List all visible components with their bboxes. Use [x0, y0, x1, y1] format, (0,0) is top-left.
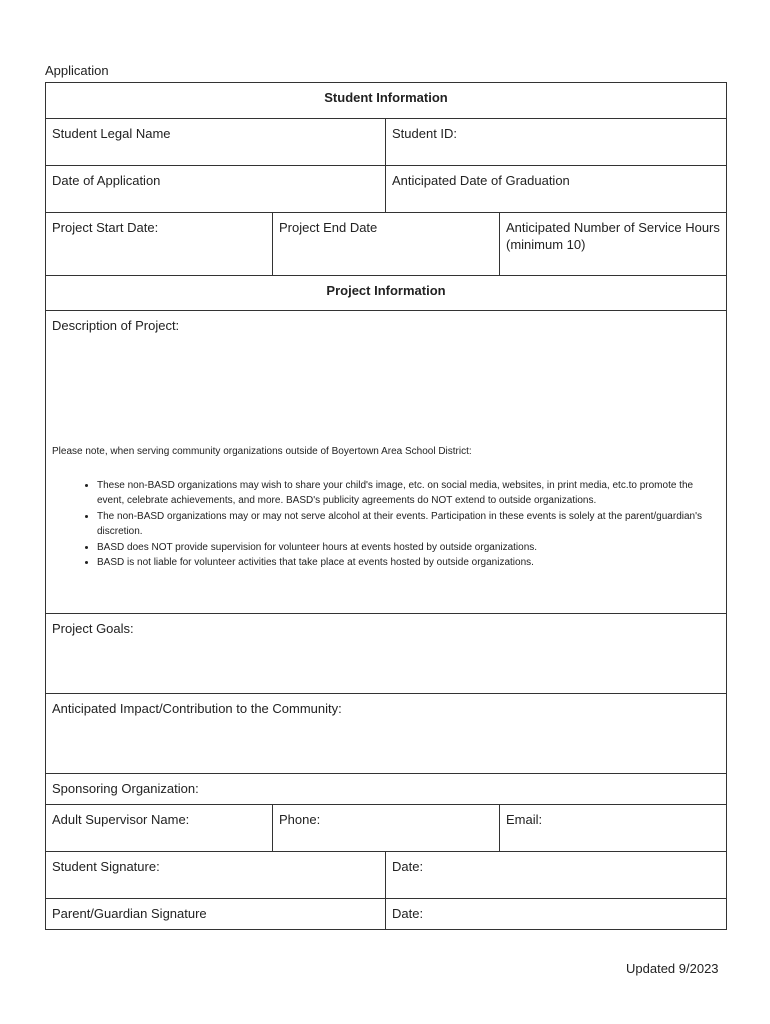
student-date-field[interactable] — [386, 852, 727, 899]
note-bullet: • These non-BASD organizations may wish to share your child's image, etc. on social media, websites, in print media, etc.to promote the event, celebrate achievements, and more. BASD's publicity agreements do NOT extend to outside organizations. — [97, 478, 720, 509]
graduation-date-field[interactable] — [386, 166, 727, 213]
project-start-date-label: Project Start Date: — [52, 220, 159, 235]
student-id-field[interactable] — [386, 119, 727, 166]
project-goals-field[interactable] — [46, 614, 727, 694]
date-of-application-field[interactable] — [46, 166, 386, 213]
updated-date: Updated 9/2023 — [626, 961, 719, 976]
community-impact-field[interactable] — [46, 694, 727, 774]
community-impact-label: Anticipated Impact/Contribution to the Community: — [52, 701, 342, 716]
project-end-date-label: Project End Date — [279, 220, 378, 235]
note-bullet: • BASD is not liable for volunteer activities that take place at events hosted by outside organizations. — [97, 555, 720, 571]
project-description-field[interactable] — [46, 311, 727, 614]
service-hours-label: Anticipated Number of Service Hours (minimum 10) — [506, 220, 720, 252]
project-description-label: Description of Project: — [52, 318, 180, 333]
student-information-heading: Student Information — [46, 83, 727, 119]
application-form — [45, 82, 727, 930]
project-information-heading: Project Information — [46, 276, 727, 311]
note-bullet-list — [52, 478, 720, 571]
note-bullet: • The non-BASD organizations may or may not serve alcohol at their events. Participation in these events is solely at the parent/guardian's discretion. — [97, 509, 720, 540]
project-goals-label: Project Goals: — [52, 621, 134, 636]
student-date-label: Date: — [392, 859, 424, 874]
adult-supervisor-field[interactable] — [46, 805, 273, 852]
note-intro: Please note, when serving community organizations outside of Boyertown Area School District: — [52, 446, 472, 457]
graduation-date-label: Anticipated Date of Graduation — [392, 173, 570, 188]
parent-signature-label: Parent/Guardian Signature — [52, 906, 207, 921]
project-end-date-field[interactable] — [273, 213, 500, 276]
service-hours-field[interactable] — [500, 213, 727, 276]
project-start-date-field[interactable] — [46, 213, 273, 276]
parent-signature-field[interactable] — [46, 899, 386, 930]
email-label: Email: — [506, 812, 543, 827]
email-field[interactable] — [500, 805, 727, 852]
phone-field[interactable] — [273, 805, 500, 852]
date-of-application-label: Date of Application — [52, 173, 161, 188]
student-signature-label: Student Signature: — [52, 859, 160, 874]
student-legal-name-label: Student Legal Name — [52, 126, 171, 141]
student-legal-name-field[interactable] — [46, 119, 386, 166]
document-label: Application — [45, 63, 109, 78]
phone-label: Phone: — [279, 812, 321, 827]
note-bullet: • BASD does NOT provide supervision for volunteer hours at events hosted by outside organizations. — [97, 540, 720, 556]
outside-organizations-note — [52, 444, 720, 571]
adult-supervisor-label: Adult Supervisor Name: — [52, 812, 190, 827]
student-id-label: Student ID: — [392, 126, 458, 141]
sponsoring-organization-field[interactable] — [46, 774, 727, 805]
parent-date-label: Date: — [392, 906, 424, 921]
student-signature-field[interactable] — [46, 852, 386, 899]
sponsoring-organization-label: Sponsoring Organization: — [52, 781, 199, 796]
parent-date-field[interactable] — [386, 899, 727, 930]
